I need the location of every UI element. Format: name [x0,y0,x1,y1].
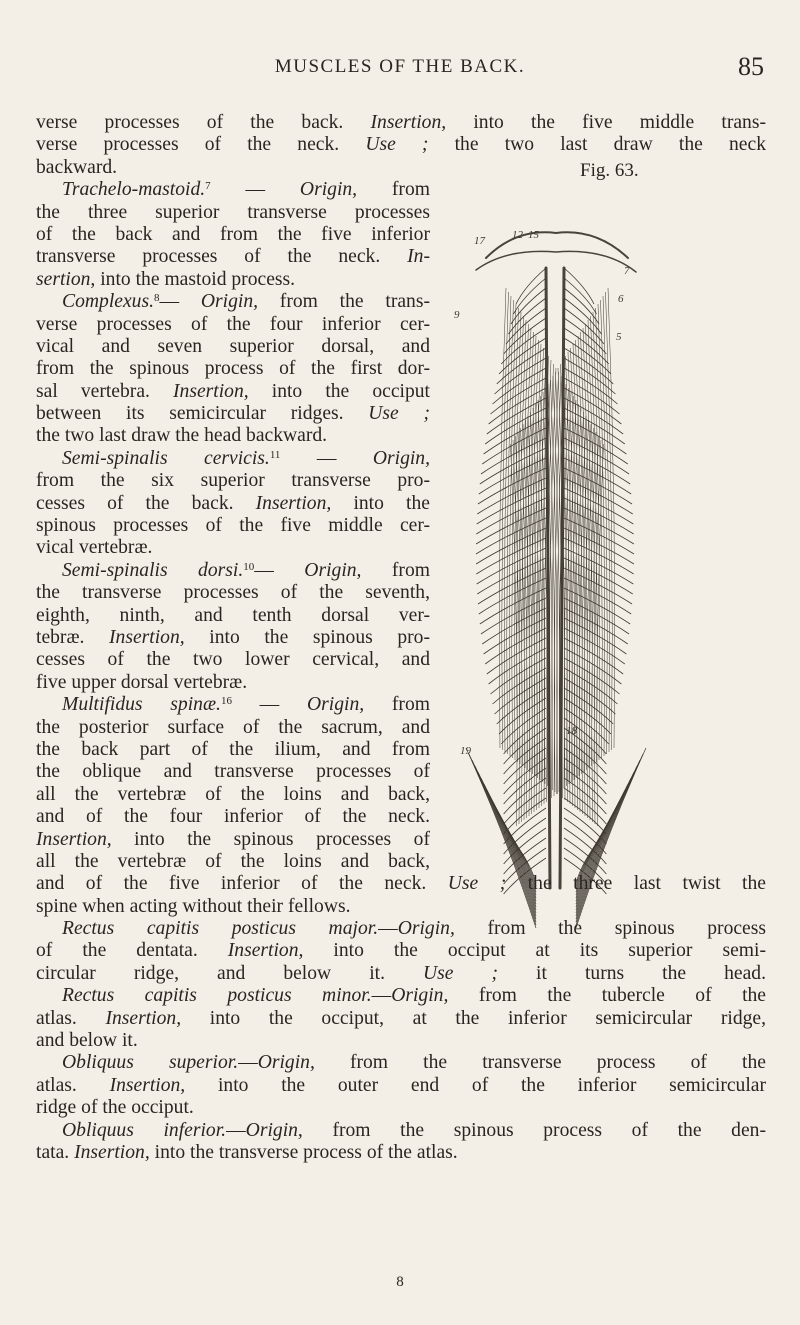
italic-term: Obliquus superior. [62,1052,239,1074]
text-line [36,381,430,403]
italic-term: Multifidus spinæ. [62,694,221,716]
text-line [36,403,430,425]
page-number: 85 [738,52,764,81]
italic-term: Insertion, [255,492,332,514]
text-line [36,157,430,179]
italic-term: Semi-spinalis cervicis. [62,447,270,469]
text-run: spine when acting without their fellows. [36,895,351,917]
figure-mark: 12 [512,229,523,241]
italic-term: Origin, [245,1119,303,1141]
text-line [36,358,430,380]
text-run: cesses of the back. [36,492,256,514]
text-line [36,202,430,224]
text-line [36,493,430,515]
text-run: tata. [36,1141,75,1163]
text-run: from the transverse process of the [314,1052,766,1074]
italic-term: Use ; [423,962,499,984]
text-line [36,717,430,739]
text-line [36,1120,766,1142]
text-run: into the transverse process of the atlas. [149,1141,458,1163]
text-run: vical and seven superior dorsal, and [36,335,430,357]
signature-mark: 8 [396,1274,404,1290]
text-run: vical vertebræ. [36,537,153,559]
text-line [36,314,430,336]
figure-mark: 18 [566,725,577,737]
text-run: five upper dorsal vertebræ. [36,671,248,693]
text-run: tebræ. [36,626,110,648]
text-run: — [254,559,305,581]
text-line [36,649,430,671]
text-run: into the [331,492,430,514]
text-run: atlas. [36,1074,110,1096]
text-run: — [231,694,308,716]
footnote-ref: 10 [243,560,255,573]
text-run: and below it. [36,1030,138,1052]
text-run: the oblique and transverse processes of [36,761,430,783]
text-line [36,963,766,985]
italic-term: Insertion, [74,1141,150,1163]
text-line [36,537,430,559]
text-line [36,940,766,962]
text-run: into the outer end of the inferior semicircular [185,1074,766,1096]
italic-term: Obliquus inferior. [62,1119,227,1141]
text-line [36,112,766,134]
text-line [36,1008,766,1030]
text-line [36,246,430,268]
italic-term: Use ; [368,403,430,425]
italic-term: Origin, [372,447,430,469]
text-line [36,336,430,358]
text-run: between its semicircular ridges. [36,403,369,425]
text-run: into the spinous processes of [111,828,430,850]
italic-term: Insertion, [370,112,447,133]
text-line [36,515,430,537]
text-run: from the spinous process of the den- [302,1119,766,1141]
text-run: the three superior transverse processes [36,201,430,223]
italic-term: Origin, [304,559,362,581]
italic-term: Origin, [397,918,455,940]
text-run: the posterior surface of the sacrum, and [36,716,430,738]
text-line [36,851,430,873]
text-run: of the dentata. [36,940,228,962]
text-line [36,896,766,918]
italic-term: Insertion, [36,828,112,850]
text-run: verse processes of the four inferior cer- [36,313,430,335]
italic-term: Insertion, [109,626,185,648]
text-line [36,1030,766,1052]
figure-mark: 17 [474,235,485,247]
text-line [36,1097,766,1119]
text-run: into the spinous pro- [184,626,430,648]
figure-mark: 7 [624,265,630,277]
text-run: all the vertebræ of the loins and back, [36,783,430,805]
text-run: the two last draw the neck [428,134,766,156]
text-line [36,1142,766,1164]
text-line [36,873,766,895]
italic-term: Use ; [447,873,507,895]
text-run: sal vertebra. [36,380,174,402]
text-run: — [280,447,373,469]
footnote-ref: 16 [220,695,232,708]
text-run: from [361,559,430,581]
text-run: into the occiput at its superior semi- [303,940,766,962]
italic-term: Insertion, [227,940,304,962]
italic-term: Insertion, [173,380,249,402]
text-run: — [210,179,300,201]
text-run: ridge of the occiput. [36,1097,194,1119]
italic-term: Semi-spinalis dorsi. [62,559,244,581]
text-run: into the five middle trans- [446,112,766,133]
text-line [36,694,430,716]
running-header [36,52,764,82]
text-run: into the mastoid process. [95,268,296,290]
italic-term: sertion, [36,268,96,290]
text-run: into the occiput, at the inferior semicircular ridge, [181,1007,766,1029]
text-line [36,1052,766,1074]
text-line [36,425,430,447]
text-run: it turns the head. [498,962,766,984]
figure-mark: 9 [454,309,460,321]
text-run: verse processes of the back. [36,112,371,133]
figure-mark: 6 [618,293,624,305]
text-line [36,985,766,1007]
text-run: transverse processes of the neck. [36,246,408,268]
text-line [36,291,430,313]
italic-term: Complexus. [62,291,154,313]
text-run: — [238,1052,258,1074]
text-run: from [364,694,430,716]
text-line [36,829,430,851]
text-run: — [159,291,201,313]
text-line [36,224,430,246]
body-text [36,112,766,1164]
text-line [36,470,430,492]
italic-term: Rectus capitis posticus major. [62,918,379,940]
figure-mark: 19 [460,745,471,757]
text-run: from the tubercle of the [448,985,766,1007]
text-run: and of the four inferior of the neck. [36,806,430,828]
text-line [36,582,430,604]
text-line [36,672,430,694]
text-run: of the back and from the five inferior [36,223,430,245]
text-run: into the occiput [248,380,430,402]
figure-mark: 15 [528,229,539,241]
text-line [36,918,766,940]
text-line [36,784,430,806]
text-run: the back part of the ilium, and from [36,738,430,760]
footnote-ref: 11 [269,448,281,461]
text-run: atlas. [36,1007,106,1029]
text-run: the two last draw the head backward. [36,425,328,447]
footnote-ref: 7 [205,180,211,193]
figure-label: Fig. 63. [580,160,639,181]
text-line [36,739,430,761]
text-run: eighth, ninth, and tenth dorsal ver- [36,604,430,626]
italic-term: Trachelo-mastoid. [62,179,206,201]
italic-term: In- [407,246,430,268]
text-line [36,269,430,291]
text-line [36,761,430,783]
text-run: from [357,179,430,201]
text-run: — [226,1119,246,1141]
text-run: from the six superior transverse pro- [36,470,430,492]
text-line [36,560,430,582]
text-line [36,605,430,627]
text-run: — [378,918,398,940]
text-run: all the vertebræ of the loins and back, [36,850,430,872]
italic-term: Use ; [365,134,429,156]
figure-mark: 5 [616,331,622,343]
text-line [36,627,430,649]
text-run: from the trans- [258,291,430,313]
text-run: the transverse processes of the seventh, [36,582,430,604]
text-line [36,806,430,828]
italic-term: Origin, [200,291,259,313]
text-run: spinous processes of the five middle cer- [36,515,430,537]
text-line [36,448,430,470]
italic-term: Rectus capitis posticus minor. [62,985,372,1007]
running-title: MUSCLES OF THE BACK. [274,56,526,77]
text-line [36,1075,766,1097]
text-line [36,134,766,156]
italic-term: Insertion, [105,1007,182,1029]
text-run: — [371,985,392,1007]
text-run: the three last twist the [506,873,766,895]
italic-term: Origin, [257,1052,315,1074]
text-run: backward. [36,156,118,178]
italic-term: Origin, [307,694,365,716]
footnote-ref: 8 [153,292,160,305]
text-run: from the spinous process of the first dor- [36,358,430,380]
text-run: verse processes of the neck. [36,134,366,156]
text-run: circular ridge, and below it. [36,962,424,984]
italic-term: Origin, [391,985,449,1007]
text-run: and of the five inferior of the neck. [36,873,448,895]
text-line [36,179,430,201]
text-run: from the spinous process [454,918,766,940]
italic-term: Origin, [299,179,358,201]
text-run: cesses of the two lower cervical, and [36,649,430,671]
italic-term: Insertion, [109,1074,186,1096]
